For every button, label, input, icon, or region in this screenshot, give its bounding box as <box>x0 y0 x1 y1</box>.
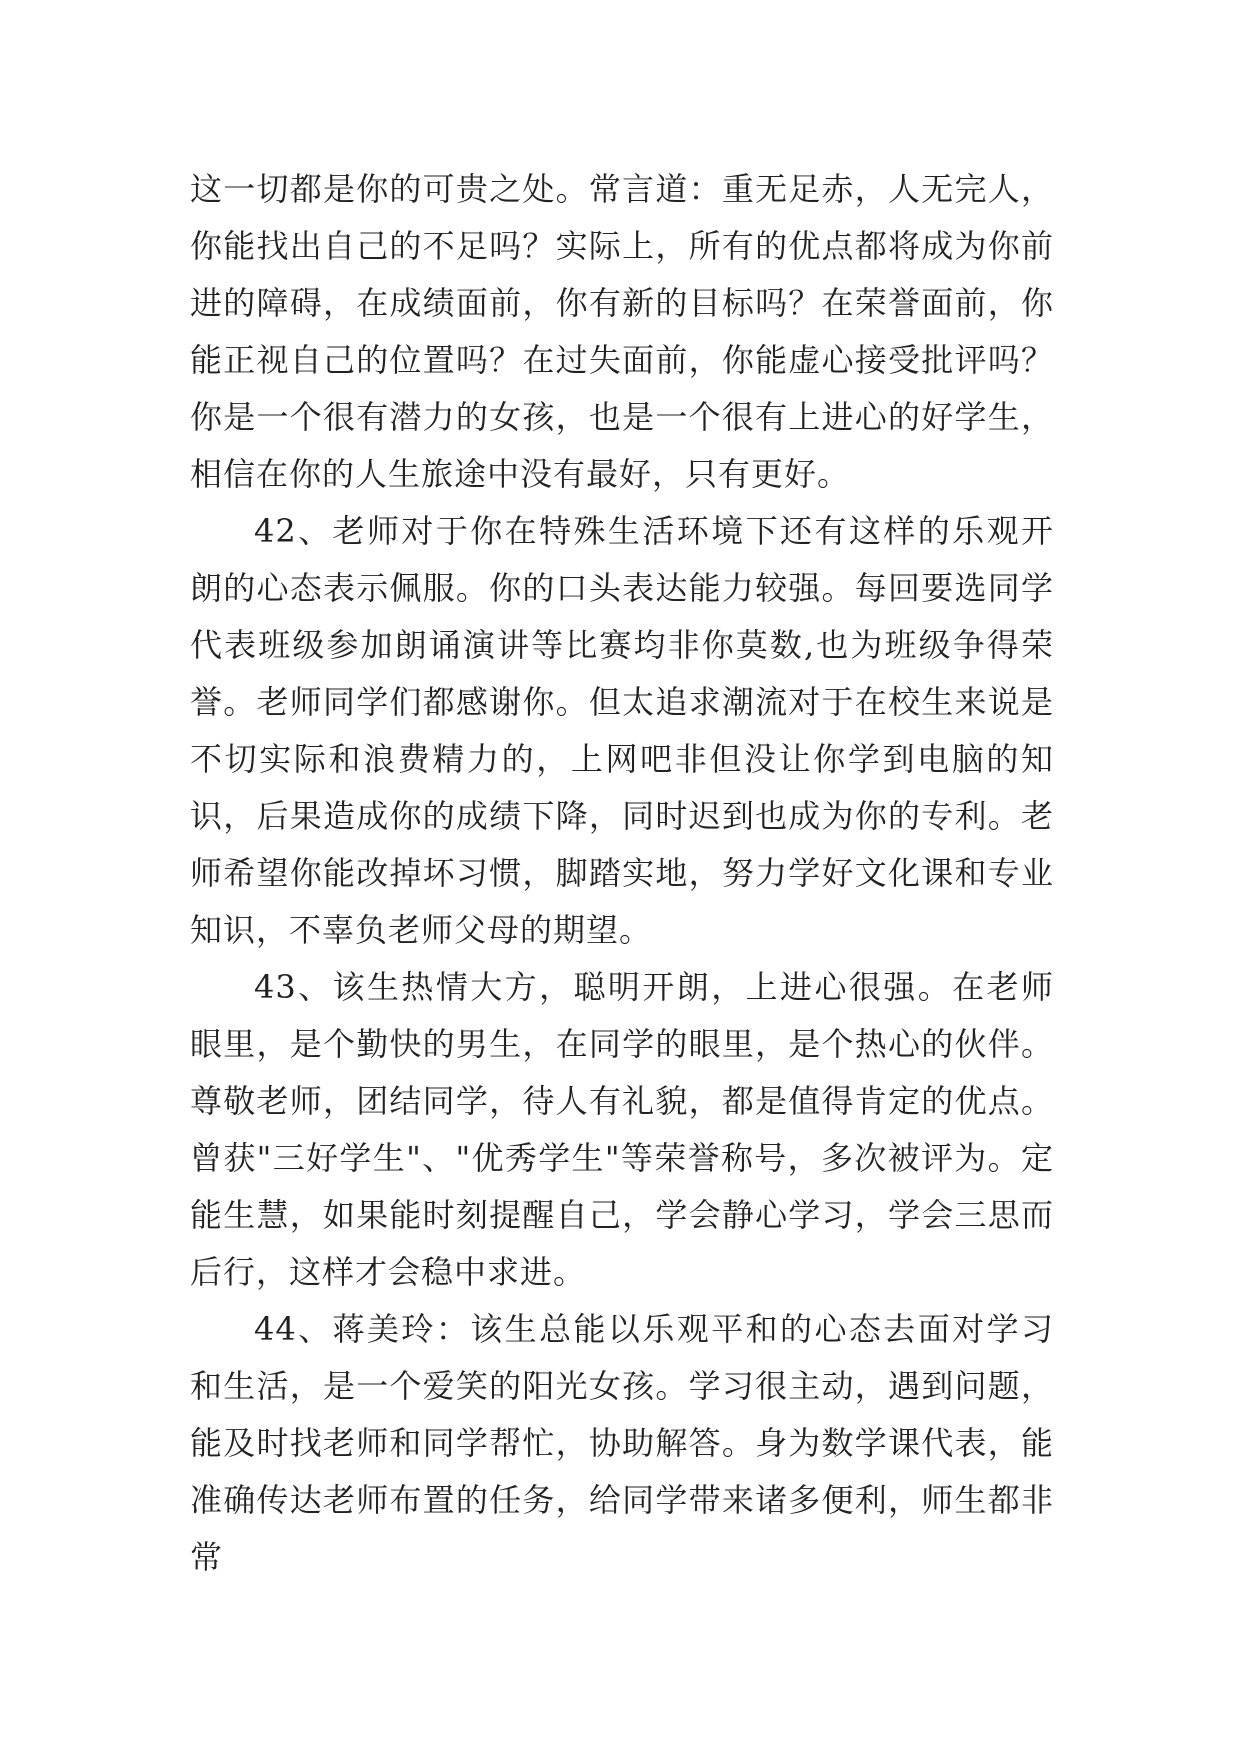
paragraph-comment-44: 44、蒋美玲：该生总能以乐观平和的心态去面对学习和生活，是一个爱笑的阳光女孩。学习很主动，遇到问题，能及时找老师和同学帮忙，协助解答。身为数学课代表，能准确传达老师布置的任务，给同学带来诸多便利，师生都非常 <box>190 1310 1054 1576</box>
paragraph-continuation: 这一切都是你的可贵之处。常言道：重无足赤，人无完人，你能找出自己的不足吗？实际上，所有的优点都将成为你前进的障碍，在成绩面前，你有新的目标吗？在荣誉面前，你能正视自己的位置吗？在过失面前，你能虚心接受批评吗？你是一个很有潜力的女孩，也是一个很有上进心的好学生，相信在你的人生旅途中没有最好，只有更好。 <box>190 170 1054 493</box>
paragraph-comment-43: 43、该生热情大方，聪明开朗，上进心很强。在老师眼里，是个勤快的男生，在同学的眼里，是个热心的伙伴。尊敬老师，团结同学，待人有礼貌，都是值得肯定的优点。曾获"三好学生"、"优秀学生"等荣誉称号，多次被评为。定能生慧，如果能时刻提醒自己，学会静心学习，学会三思而后行，这样才会稳中求进。 <box>190 968 1054 1291</box>
paragraph-comment-42: 42、老师对于你在特殊生活环境下还有这样的乐观开朗的心态表示佩服。你的口头表达能力较强。每回要选同学代表班级参加朗诵演讲等比赛均非你莫数,也为班级争得荣誉。老师同学们都感谢你。但太追求潮流对于在校生来说是不切实际和浪费精力的，上网吧非但没让你学到电脑的知识，后果造成你的成绩下降，同时迟到也成为你的专利。老师希望你能改掉坏习惯，脚踏实地，努力学好文化课和专业知识，不辜负老师父母的期望。 <box>190 512 1054 949</box>
document-body <box>190 161 1054 1586</box>
